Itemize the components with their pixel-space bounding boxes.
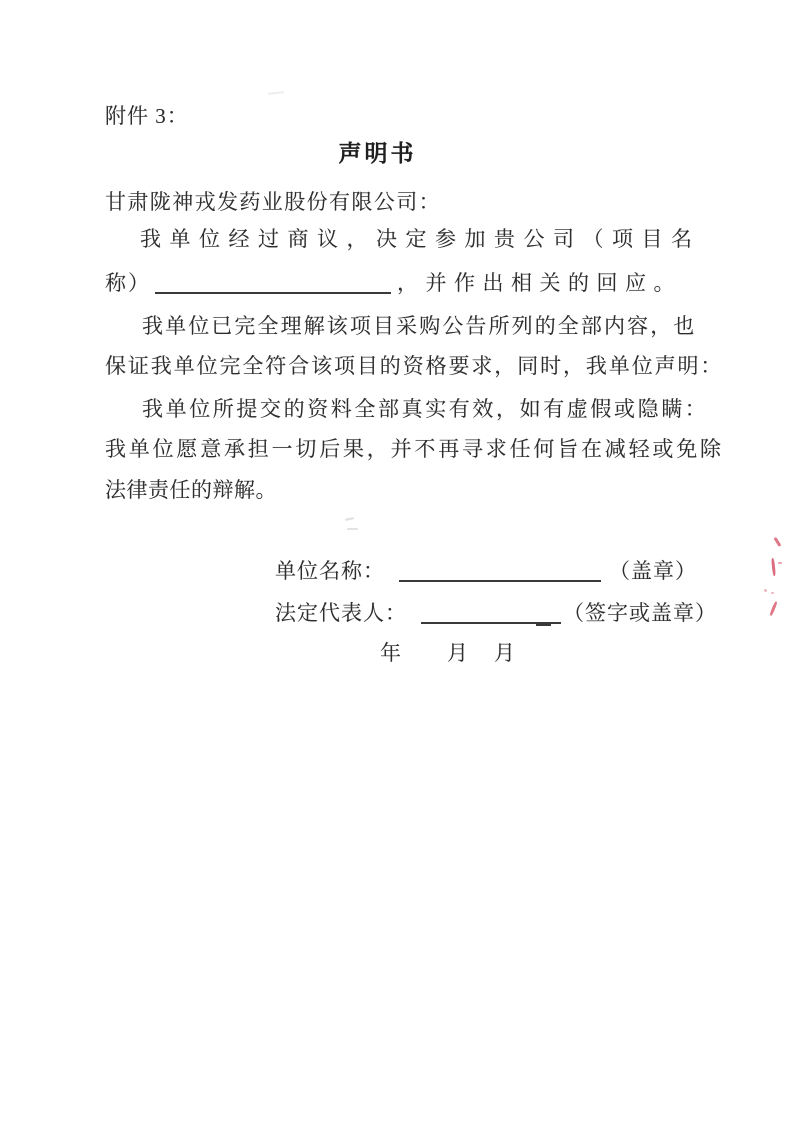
- scan-smudge: [345, 517, 354, 521]
- date-year-label: 年: [380, 641, 401, 665]
- body-paragraph1-line2-suffix: ，并作出相关的回应。: [397, 271, 682, 295]
- body-paragraph2-line1: 我单位已完全理解该项目采购公告所列的全部内容，也: [142, 314, 697, 338]
- body-paragraph1-line2: [105, 270, 682, 296]
- body-paragraph1-line1: 我单位经过商议，决定参加贵公司（项目名: [140, 227, 701, 251]
- scan-smudge: [347, 528, 358, 530]
- legal-rep-blank-tail: [536, 624, 551, 626]
- red-stamp-edge-mark: [769, 601, 777, 616]
- scan-smudge: [268, 91, 284, 95]
- red-stamp-edge-mark: [778, 562, 782, 564]
- signature-unit-name-row: [275, 558, 697, 584]
- legal-rep-blank-field: [421, 608, 561, 624]
- signature-legal-rep-row: [275, 600, 717, 626]
- date-line: [380, 640, 515, 666]
- salutation-company-name: 甘肃陇神戎发药业股份有限公司：: [105, 190, 441, 214]
- date-month2-label: 月: [494, 641, 515, 665]
- unit-name-label: 单位名称：: [275, 559, 385, 583]
- project-name-blank-field: [155, 278, 391, 294]
- body-paragraph3-line1: 我单位所提交的资料全部真实有效，如有虚假或隐瞒：: [142, 397, 709, 421]
- red-stamp-edge-mark: [774, 537, 781, 547]
- document-title: 声明书: [338, 141, 417, 166]
- body-paragraph3-line3: 法律责任的辩解。: [105, 478, 277, 502]
- body-paragraph2-line2: 保证我单位完全符合该项目的资格要求，同时，我单位声明：: [105, 354, 724, 378]
- body-paragraph3-line2: 我单位愿意承担一切后果，并不再寻求任何旨在减轻或免除: [105, 437, 724, 461]
- body-paragraph1-line2-prefix: 称）: [105, 271, 151, 295]
- seal-note: （盖章）: [609, 559, 697, 583]
- date-month-label: 月: [447, 641, 468, 665]
- legal-rep-label: 法定代表人：: [275, 601, 407, 625]
- red-stamp-edge-mark: [764, 589, 767, 592]
- unit-name-blank-field: [399, 566, 601, 582]
- red-stamp-edge-mark: [771, 558, 776, 576]
- attachment-label: 附件 3：: [105, 104, 189, 128]
- red-stamp-edge-mark: [771, 592, 774, 594]
- sign-or-seal-note: （签字或盖章）: [563, 601, 717, 625]
